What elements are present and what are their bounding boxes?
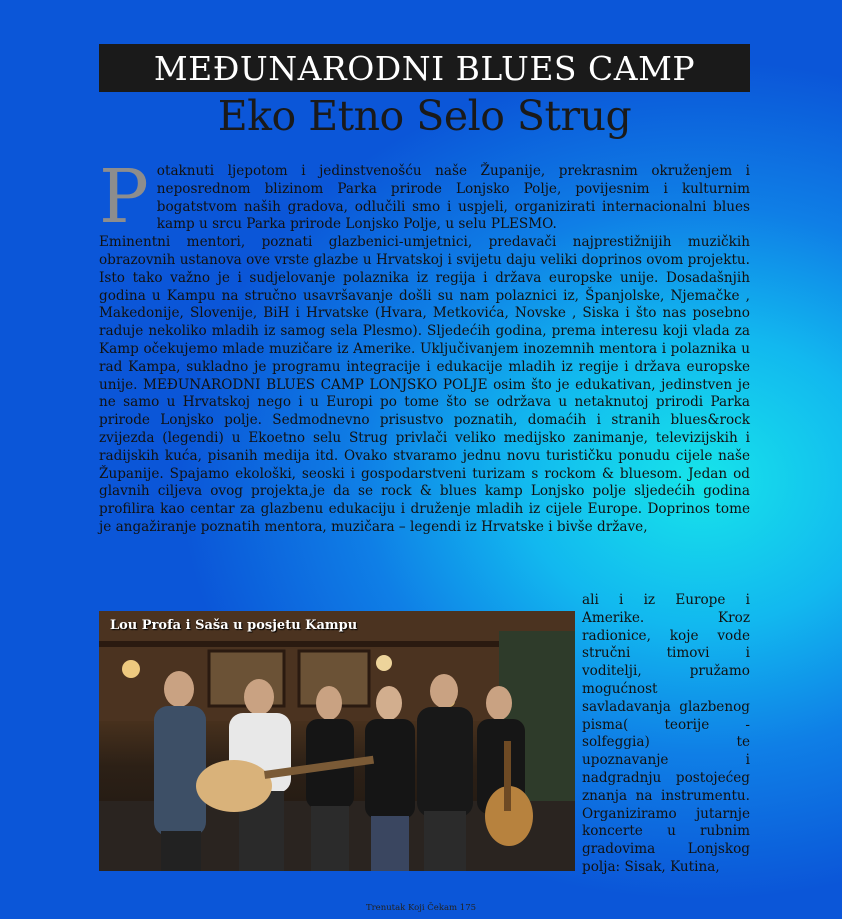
page-subtitle: Eko Etno Selo Strug xyxy=(217,92,632,140)
drop-cap: P xyxy=(99,154,149,240)
page-footer: Trenutak Koji Čekam 175 xyxy=(365,903,477,913)
photo-caption: Lou Profa i Saša u posjetu Kampu xyxy=(110,618,358,633)
article-lead: otaknuti ljepotom i jedinstvenošću naše Županije, prekrasnim okruženjem i neposrednom blizinom Parka prirode Lonjsko Polje, povijesnim i kulturnim bogatstvom naših gradova, odlučili smo i uspjeli, organizirati internacionalni blues kamp u srcu Parka prirode Lonjsko Polje, u selu PLESMO. xyxy=(156,163,750,233)
photo-illustration xyxy=(99,611,575,871)
page-title: MEĐUNARODNI BLUES CAMP xyxy=(153,48,696,88)
article-body xyxy=(99,154,750,537)
article-paragraph: Eminentni mentori, poznati glazbenici-umjetnici, predavači najprestižnijih muzičkih obrazovnih ustanova ove vrste glazbe u Hrvatskoj i svijetu daju veliki doprinos ovom projektu. Isto tako važno je i sudjelovanje polaznika iz regija i država europske unije. Dosadašnjih godina u Kampu na stručno usavršavanje došli su nam polaznici iz, Španjolske, Njemačke , Makedonije, Slovenije, BiH i Hrvatske (Hvara, Metkovića, Novske , Siska i što nas posebno raduje nekoliko mladih iz samog sela Plesmo). Sljedećih godina, prema interesu koji vlada za Kamp očekujemo mlade muzičare iz Amerike. Uključivanjem inozemnih mentora i polaznika u rad Kampa, sukladno je programu integracije i edukacije mladih iz regije i država europske unije. MEĐUNARODNI BLUES CAMP LONJSKO POLJE osim što je edukativan, jedinstven je ne samo u Hrvatskoj nego i u Europi po tome što se održava u netaknutoj prirodi Parka prirode Lonjsko polje. Sedmodnevno prisustvo poznatih, domaćih i stranih blues&rock zvijezda (legendi) u Ekoetno selu Strug privlači veliko medijsko zanimanje, televizijskih i radijskih kuća, pisanih medija itd. Ovako stvaramo jednu novu turističku ponudu cijele naše Županije. Spajamo ekološki, seoski i gospodarstveni turizam s rockom & bluesom. Jedan od glavnih ciljeva ovog projekta,je da se rock & blues kamp Lonjsko polje sljedećih godina profilira kao centar za glazbenu edukaciju i druženje mladih iz cijele Europe. Doprinos tome je angažiranje poznatih mentora, muzičara – legendi iz Hrvatske i bivše države, xyxy=(99,234,750,535)
band-photo xyxy=(99,611,575,871)
title-banner xyxy=(99,44,750,92)
article-column: ali i iz Europe i Amerike. Kroz radionice, koje vode stručni timovi i voditelji, pružamo mogućnost savladavanja glazbenog pisma( teorije -solfeggia) te upoznavanje i nadgradnju postojećeg znanja na instrumentu. Organiziramo jutarnje koncerte u rubnim gradovima Lonjskog polja: Sisak, Kutina, xyxy=(582,592,750,875)
